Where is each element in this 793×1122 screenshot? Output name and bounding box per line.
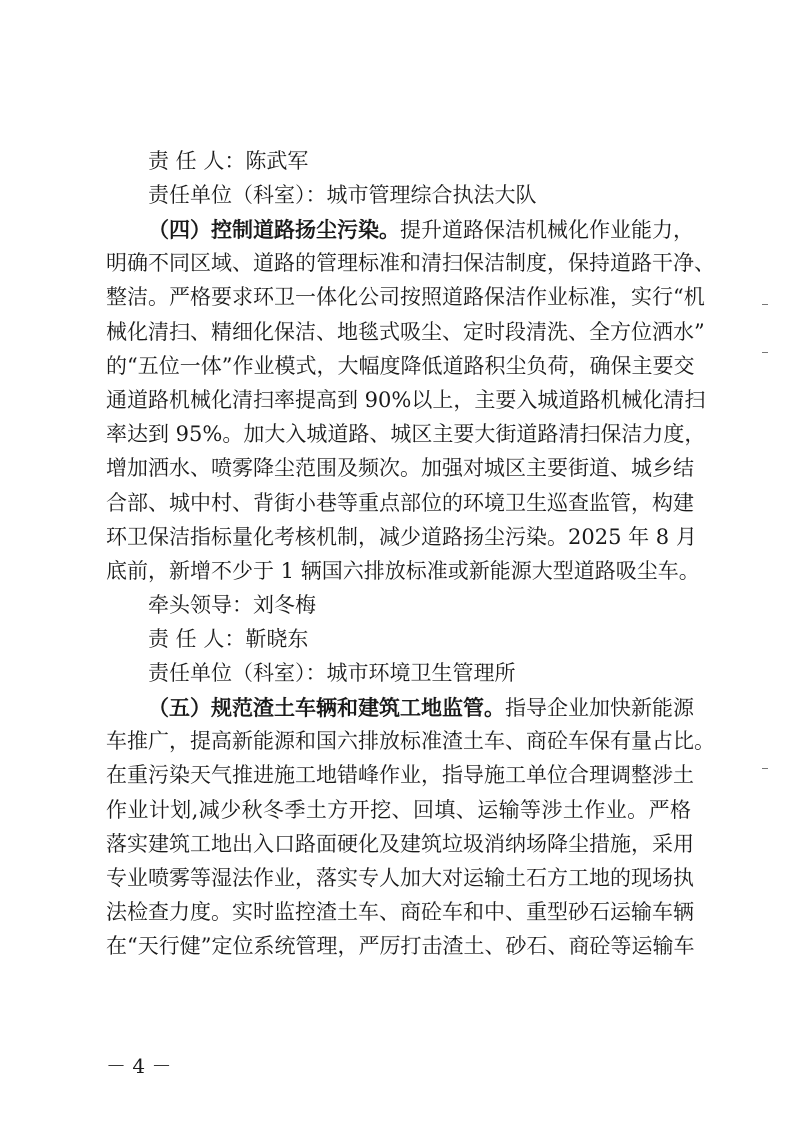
paragraph-line: 的“五位一体”作业模式，大幅度降低道路积尘负荷，确保主要交	[106, 354, 695, 378]
responsible-person-line: 责 任 人：靳晓东	[148, 627, 309, 651]
paragraph-line: 落实建筑工地出入口路面硬化及建筑垃圾消纳场降尘措施，采用	[106, 832, 694, 856]
paragraph-4-text-start: 提升道路保洁机械化作业能力，	[400, 218, 694, 242]
paragraph-line: 车推广，提高新能源和国六排放标准渣土车、商砼车保有量占比。	[106, 729, 715, 753]
paragraph-line: 环卫保洁指标量化考核机制，减少道路扬尘污染。2025 年 8 月	[106, 525, 697, 549]
page-number: － 4 －	[106, 1054, 172, 1078]
responsible-unit-line: 责任单位（科室）：城市管理综合执法大队	[148, 183, 537, 207]
paragraph-4-first-line	[106, 217, 694, 242]
margin-tick-mark	[762, 352, 768, 353]
paragraph-5-first-line	[106, 695, 694, 720]
paragraph-line: 合部、城中村、背街小巷等重点部位的环境卫生巡查监管，构建	[106, 491, 694, 515]
paragraph-line: 率达到 95%。加大入城道路、城区主要大街道路清扫保洁力度，	[106, 422, 706, 446]
paragraph-line: 通道路机械化清扫率提高到 90%以上，主要入城道路机械化清扫	[106, 388, 706, 412]
paragraph-line: 底前，新增不少于 1 辆国六排放标准或新能源大型道路吸尘车。	[106, 559, 700, 583]
margin-tick-mark	[762, 304, 768, 305]
margin-tick-mark	[762, 768, 768, 769]
paragraph-line: 作业计划,减少秋冬季土方开挖、回填、运输等涉土作业。严格	[106, 798, 691, 822]
paragraph-line: 法检查力度。实时监控渣土车、商砼车和中、重型砂石运输车辆	[106, 900, 694, 924]
paragraph-line: 械化清扫、精细化保洁、地毯式吸尘、定时段清洗、全方位洒水”	[106, 320, 705, 344]
paragraph-5-text-start: 指导企业加快新能源	[505, 696, 694, 720]
paragraph-line: 整洁。严格要求环卫一体化公司按照道路保洁作业标准，实行“机	[106, 285, 705, 309]
paragraph-line: 明确不同区域、道路的管理标准和清扫保洁制度，保持道路干净、	[106, 251, 715, 275]
section-5-heading: （五）规范渣土车辆和建筑工地监管。	[148, 695, 505, 720]
responsible-person-line: 责 任 人：陈武军	[148, 149, 309, 173]
responsible-unit-line: 责任单位（科室）：城市环境卫生管理所	[148, 661, 516, 685]
paragraph-line: 专业喷雾等湿法作业，落实专人加大对运输土石方工地的现场执	[106, 866, 694, 890]
lead-leader-line: 牵头领导：刘冬梅	[148, 593, 316, 617]
paragraph-line: 增加洒水、喷雾降尘范围及频次。加强对城区主要街道、城乡结	[106, 456, 694, 480]
paragraph-line: 在“天行健”定位系统管理，严厉打击渣土、砂石、商砼等运输车	[106, 934, 695, 958]
section-4-heading: （四）控制道路扬尘污染。	[148, 217, 400, 242]
paragraph-line: 在重污染天气推进施工地错峰作业，指导施工单位合理调整涉土	[106, 763, 694, 787]
